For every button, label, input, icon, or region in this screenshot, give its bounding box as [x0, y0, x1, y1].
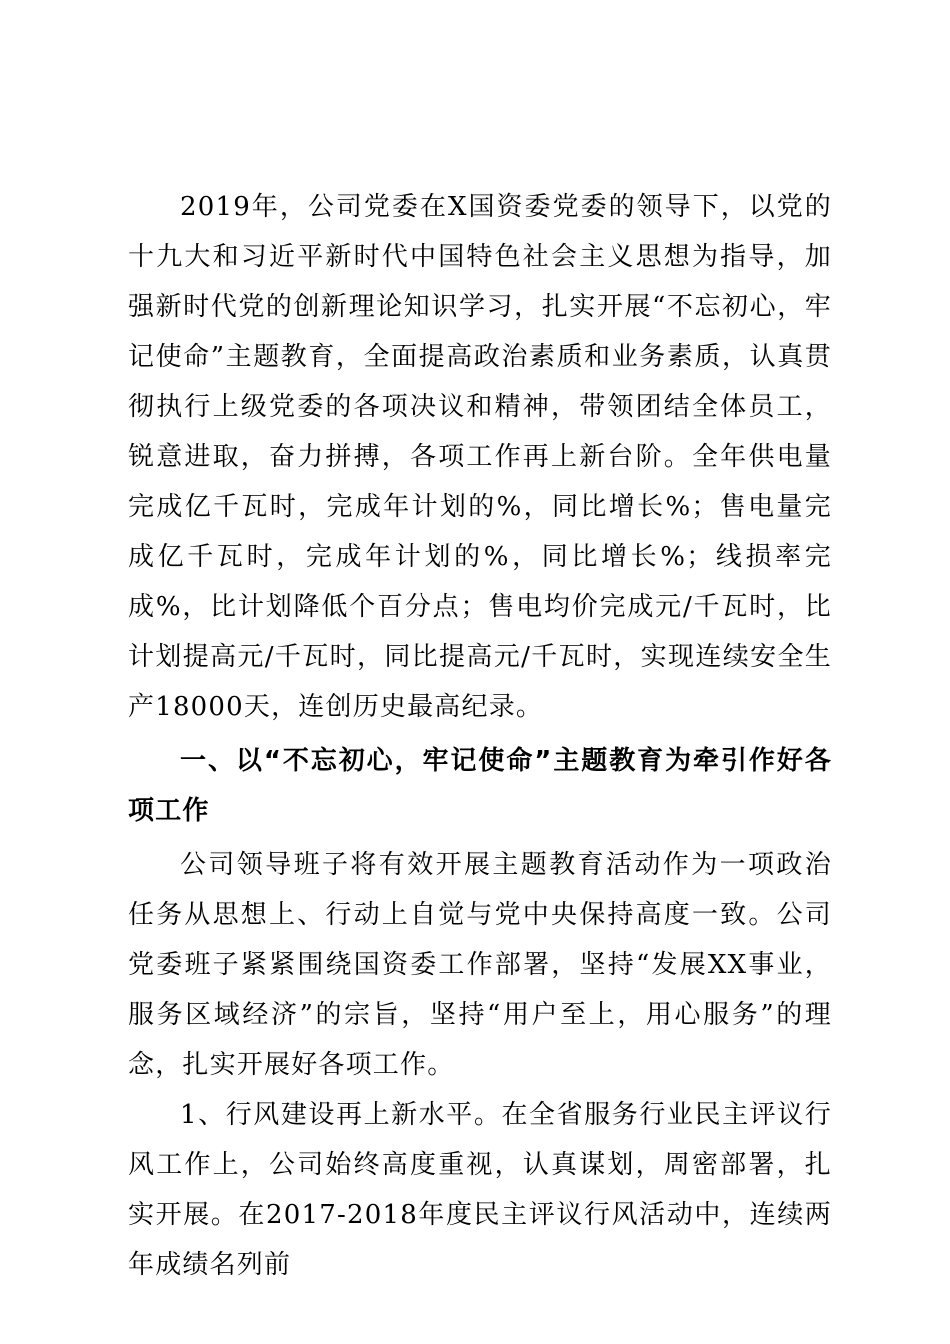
intro-paragraph: 2019年，公司党委在X国资委党委的领导下，以党的十九大和习近平新时代中国特色社会主义思想为指导，加强新时代党的创新理论知识学习，扎实开展“不忘初心，牢记使命”主题教育，全面提高政治素质和业务素质，认真贯彻执行上级党委的各项决议和精神，带领团结全体员工，锐意进取，奋力拼搏，各项工作再上新台阶。全年供电量完成亿千瓦时，完成年计划的%，同比增长%；售电量完成亿千瓦时，完成年计划的%，同比增长%；线损率完成%，比计划降低个百分点；售电均价完成元/千瓦时，比计划提高元/千瓦时，同比提高元/千瓦时，实现连续安全生产18000天，连创历史最高纪录。: [128, 192, 832, 722]
section-1-paragraph: 公司领导班子将有效开展主题教育活动作为一项政治任务从思想上、行动上自觉与党中央保持高度一致。公司党委班子紧紧围绕国资委工作部署，坚持“发展XX事业，服务区域经济”的宗旨，坚持“用户至上，用心服务”的理念，扎实开展好各项工作。: [128, 850, 832, 1080]
document-body: [128, 182, 832, 1290]
section-1-heading: 一、以“不忘初心，牢记使命”主题教育为牵引作好各项工作: [128, 746, 832, 826]
item-1-paragraph: 1、行风建设再上新水平。在全省服务行业民主评议行风工作上，公司始终高度重视，认真谋划，周密部署，扎实开展。在2017-2018年度民主评议行风活动中，连续两年成绩名列前: [128, 1100, 832, 1280]
